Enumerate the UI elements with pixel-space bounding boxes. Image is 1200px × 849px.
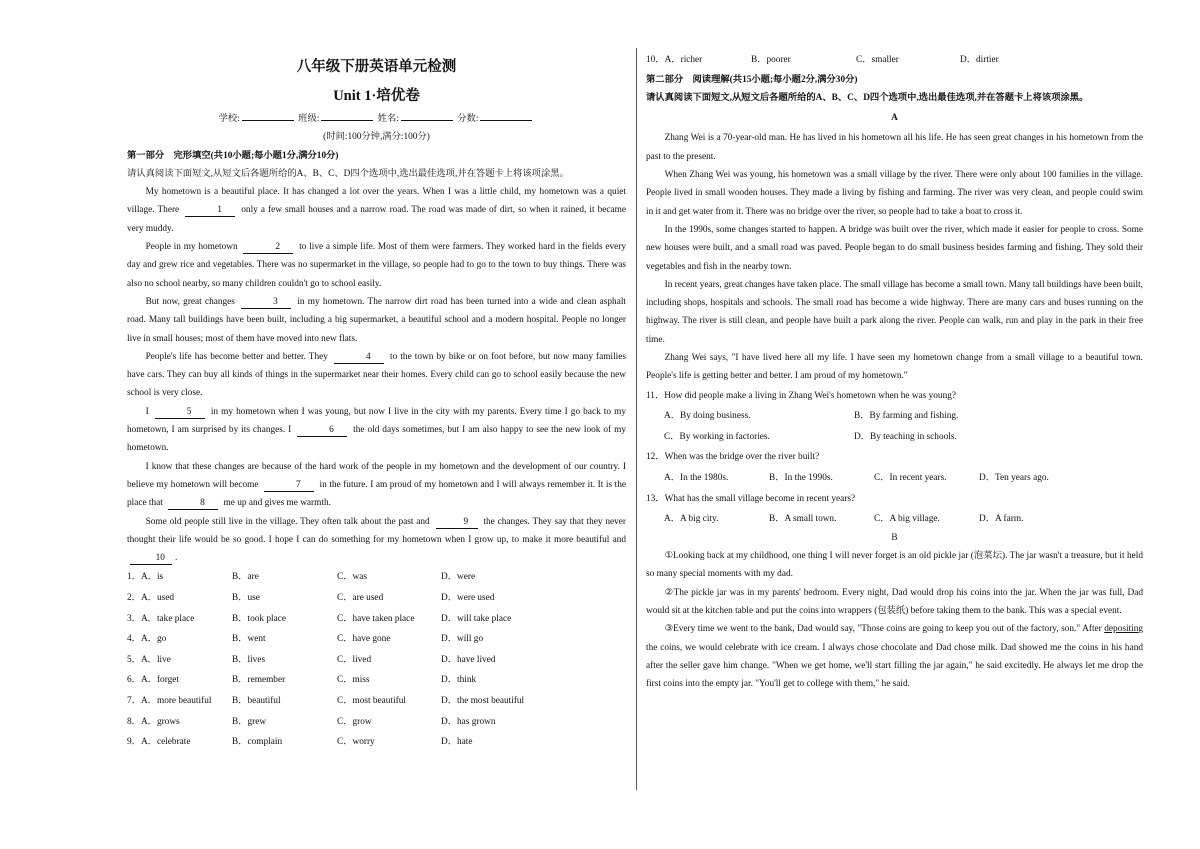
school-field[interactable] bbox=[242, 110, 294, 121]
passage-text: My hometown is a beautiful place. It has changed a lot over the years. When I was a little child, my hometown was a quiet village. There bbox=[127, 187, 626, 216]
answer-blank[interactable]: 6 bbox=[297, 424, 347, 437]
answer-option[interactable]: B．grew bbox=[232, 716, 267, 727]
section-a-paragraph: Zhang Wei says, "I have lived here all my life. I have seen my hometown change from a small village to a beautiful town. People's life is getting better and better. I am proud of my hometown." bbox=[646, 353, 1143, 382]
column-divider bbox=[636, 48, 637, 790]
answer-option[interactable]: 1．A．is bbox=[127, 572, 164, 583]
answer-option[interactable]: 8．A．grows bbox=[127, 716, 180, 727]
answer-blank[interactable]: 1 bbox=[185, 204, 235, 217]
answer-option[interactable]: D．will take place bbox=[441, 613, 512, 624]
score-label: 分数: bbox=[457, 114, 479, 124]
passage-text: Some old people still live in the village. They often talk about the past and bbox=[145, 516, 433, 527]
answer-option[interactable]: B．complain bbox=[232, 737, 283, 748]
passage-text: People's life has become better and better. They bbox=[145, 351, 331, 362]
answer-option[interactable]: 7．A．more beautiful bbox=[127, 695, 212, 706]
answer-option[interactable]: C．grow bbox=[337, 716, 372, 727]
answer-option[interactable]: B．beautiful bbox=[232, 695, 281, 706]
answer-option[interactable]: C．most beautiful bbox=[337, 695, 406, 706]
section-b-paragraph: ②The pickle jar was in my parents' bedroom. Every night, Dad would drop his coins into the jar. When the jar was full, Dad would sit at the kitchen table and put the coins into wrappers (包装纸) before taking them to the bank. This was a special event. bbox=[646, 587, 1143, 616]
left-column bbox=[127, 50, 626, 753]
passage-paragraph bbox=[127, 348, 626, 403]
answer-option[interactable]: 9．A．celebrate bbox=[127, 737, 191, 748]
answer-option[interactable]: B．are bbox=[232, 572, 259, 583]
answer-option[interactable]: D．will go bbox=[441, 634, 484, 645]
answer-option[interactable]: C．By working in factories. bbox=[664, 431, 770, 442]
option-row bbox=[127, 650, 626, 671]
answer-option[interactable]: D．the most beautiful bbox=[441, 695, 525, 706]
answer-blank[interactable]: 2 bbox=[243, 241, 293, 254]
answer-option[interactable]: D．were bbox=[441, 572, 476, 583]
score-field[interactable] bbox=[480, 110, 532, 121]
part2-heading: 第二部分 阅读理解(共15小题;每小题2分,满分30分) bbox=[646, 74, 858, 85]
answer-option[interactable]: B．use bbox=[232, 593, 260, 604]
underlined-word: depositing bbox=[1104, 624, 1143, 635]
passage-paragraph bbox=[127, 513, 626, 568]
passage-text: the old days sometimes, but I am also happy to see the new look of my hometown. bbox=[127, 425, 626, 454]
answer-option[interactable]: 10．A．richer bbox=[646, 55, 703, 65]
answer-option[interactable]: 6．A．forget bbox=[127, 675, 179, 686]
answer-option[interactable]: D．think bbox=[441, 675, 477, 686]
question-stem: 12．When was the bridge over the river built? bbox=[646, 452, 820, 463]
passage-text: me up and gives me warmth. bbox=[221, 498, 331, 509]
cloze-passage bbox=[127, 183, 626, 567]
answer-option[interactable]: D．has grown bbox=[441, 716, 496, 727]
option-row bbox=[646, 406, 1143, 427]
section-b-label: B bbox=[891, 532, 898, 543]
answer-option[interactable]: C．are used bbox=[337, 593, 384, 604]
answer-option[interactable]: D．Ten years ago. bbox=[979, 473, 1049, 484]
answer-option[interactable]: 3．A．take place bbox=[127, 613, 195, 624]
answer-option[interactable]: D．By teaching in schools. bbox=[854, 431, 957, 442]
answer-blank[interactable]: 10 bbox=[130, 552, 172, 565]
answer-option[interactable]: C．lived bbox=[337, 654, 372, 665]
passage-text: in my hometown. The narrow dirt road has been turned into a wide and clean asphalt road. Many tall buildings have been built, including a big supermarket, a beautiful school and a modern hospital. People no longer live in small houses; most of them have moved into new flats. bbox=[127, 296, 627, 344]
passage-text: in the future. I am proud of my hometown and I will always remember it. It is the place that bbox=[127, 479, 626, 509]
school-label: 学校: bbox=[218, 114, 240, 124]
answer-option[interactable]: D．were used bbox=[441, 593, 495, 604]
part1-instruction: 请认真阅读下面短文,从短文后各题所给的A、B、C、D四个选项中,选出最佳选项,并在答题卡上将该项涂黑。 bbox=[127, 168, 569, 179]
answer-option[interactable]: 4．A．go bbox=[127, 634, 167, 645]
option-row bbox=[646, 427, 1143, 448]
passage-text: in my hometown when I was young, but now I live in the city with my parents. Every time I go back to my hometown, I am surprised by its changes. I bbox=[127, 406, 626, 436]
option-row bbox=[127, 629, 626, 650]
answer-blank[interactable]: 3 bbox=[241, 296, 291, 309]
answer-option[interactable]: B．In the 1990s. bbox=[769, 473, 833, 484]
answer-option[interactable]: B．A small town. bbox=[769, 514, 837, 525]
section-b-paragraph: ①Looking back at my childhood, one thing I will never forget is an old pickle jar (泡菜坛). The jar wasn't a treasure, but it held so many special moments with my dad. bbox=[646, 551, 1143, 580]
answer-option[interactable]: C．In recent years. bbox=[874, 473, 947, 484]
option-row bbox=[127, 712, 626, 733]
passage-paragraph bbox=[127, 293, 626, 348]
section-a-label: A bbox=[891, 113, 898, 124]
answer-option[interactable]: A．By doing business. bbox=[664, 411, 751, 422]
answer-option[interactable]: A．In the 1980s. bbox=[664, 473, 729, 484]
answer-option[interactable]: B．lives bbox=[232, 654, 266, 665]
exam-subtitle: Unit 1·培优卷 bbox=[333, 88, 420, 104]
answer-option[interactable]: C．was bbox=[337, 572, 367, 583]
answer-option[interactable]: C．smaller bbox=[856, 55, 899, 65]
time-info: (时间:100分钟,满分:100分) bbox=[323, 132, 430, 143]
answer-option[interactable]: C．have taken place bbox=[337, 613, 415, 624]
part1-heading: 第一部分 完形填空(共10小题;每小题1分,满分10分) bbox=[127, 150, 339, 161]
answer-option[interactable]: B．remember bbox=[232, 675, 286, 686]
answer-blank[interactable]: 9 bbox=[436, 516, 478, 529]
passage-text: I know that these changes are because of the hard work of the people in my hometown and the development of our country. I believe my hometown will become bbox=[127, 461, 626, 490]
answer-option[interactable]: 2．A．used bbox=[127, 593, 174, 604]
answer-option[interactable]: B．went bbox=[232, 634, 266, 645]
section-a-paragraph: When Zhang Wei was young, his hometown was a small village by the river. There were only about 100 families in the village. People lived in small wooden houses. They made a living by fishing and farming. The river was very clean, and people could swim in it and get water from it. There was no bridge over the river, so people had to take a boat to cross it. bbox=[646, 170, 1143, 217]
option-row-10 bbox=[646, 50, 1143, 71]
cloze-options bbox=[127, 567, 626, 752]
right-column bbox=[646, 50, 1143, 693]
answer-option[interactable]: D．have lived bbox=[441, 654, 496, 665]
info-line bbox=[127, 110, 626, 128]
passage-text: only a few small houses and a narrow road. The road was made of dirt, so when it rained, it became very muddy. bbox=[127, 205, 627, 234]
class-field[interactable] bbox=[321, 110, 373, 121]
class-label: 班级: bbox=[298, 114, 320, 124]
answer-option[interactable]: D．dirtier bbox=[960, 55, 999, 65]
answer-option[interactable]: B．By farming and fishing. bbox=[854, 411, 959, 422]
answer-option[interactable]: C．miss bbox=[337, 675, 370, 686]
option-row bbox=[127, 732, 626, 753]
answer-option[interactable]: B．poorer bbox=[751, 55, 791, 65]
option-row bbox=[646, 468, 1143, 489]
answer-option[interactable]: D．A farm. bbox=[979, 514, 1024, 525]
answer-option[interactable]: 5．A．live bbox=[127, 654, 171, 665]
answer-option[interactable]: C．A big village. bbox=[874, 514, 940, 525]
answer-option[interactable]: B．took place bbox=[232, 613, 286, 624]
option-row bbox=[127, 588, 626, 609]
option-row bbox=[127, 567, 626, 588]
passage-text: the changes. They say that they never thought their life would be so good. I hope I can do something for my hometown when I grow up, to make it more beautiful and bbox=[127, 516, 626, 545]
passage-paragraph bbox=[127, 458, 626, 513]
answer-blank[interactable]: 5 bbox=[155, 406, 205, 419]
option-row bbox=[646, 509, 1143, 530]
name-label: 姓名: bbox=[377, 114, 399, 124]
answer-blank[interactable]: 4 bbox=[334, 351, 384, 364]
answer-option[interactable]: A．A big city. bbox=[664, 514, 719, 525]
passage-text: to live a simple life. Most of them were farmers. They worked hard in the fields every day and grew rice and vegetables. There was no supermarket in the village, so people had to go to the town to buy things. There was also no school nearby, so many children couldn't go to school easily. bbox=[127, 242, 626, 289]
question-stem: 13．What has the small village become in recent years? bbox=[646, 493, 856, 504]
passage-text: to the town by bike or on foot before, but now many families have cars. They can buy all kinds of things in the supermarket near their homes. Every child can go to school easily because the new school is very close. bbox=[127, 351, 626, 399]
answer-blank[interactable]: 8 bbox=[168, 497, 218, 510]
passage-paragraph bbox=[127, 183, 626, 238]
exam-title: 八年级下册英语单元检测 bbox=[296, 59, 457, 75]
passage-text: . bbox=[175, 553, 178, 564]
option-row bbox=[127, 691, 626, 712]
passage-text: But now, great changes bbox=[145, 296, 239, 307]
passage-paragraph bbox=[127, 403, 626, 458]
question-stem: 11．How did people make a living in Zhang Wei's hometown when he was young? bbox=[646, 390, 956, 401]
section-a-passage bbox=[646, 129, 1143, 385]
answer-option[interactable]: C．have gone bbox=[337, 634, 391, 645]
section-a-paragraph: Zhang Wei is a 70-year-old man. He has lived in his hometown all his life. He has seen great changes in his hometown from the past to the present. bbox=[646, 133, 1143, 162]
section-a-questions bbox=[646, 386, 1143, 530]
name-field[interactable] bbox=[401, 110, 453, 121]
answer-option[interactable]: C．worry bbox=[337, 737, 375, 748]
part2-instruction: 请认真阅读下面短文,从短文后各题所给的A、B、C、D四个选项中,选出最佳选项,并在答题卡上将该项涂黑。 bbox=[646, 92, 1089, 103]
section-a-paragraph: In the 1990s, some changes started to happen. A bridge was built over the river, which made it easier for people to cross. Some new houses were built, and a small road was paved. People began to do small business besides farming and fishing. They sold their vegetables and fish in the nearby town. bbox=[646, 224, 1143, 272]
option-row bbox=[127, 670, 626, 691]
passage-text: I bbox=[145, 406, 152, 417]
passage-text: People in my hometown bbox=[145, 242, 241, 253]
answer-option[interactable]: D．hate bbox=[441, 737, 473, 748]
answer-blank[interactable]: 7 bbox=[264, 479, 314, 492]
section-b-paragraph: ③Every time we went to the bank, Dad would say, "Those coins are going to keep you out of the factory, son." After depositing the coins, we would celebrate with ice cream. I always chose chocolate and Dad chose milk. Dad showed me the coins in his hand after the seller gave him change. "When we get home, we'll start filling the jar again," he said excitedly. He always let me drop the first coins into the empty jar. "You'll get to college with them," he said. bbox=[646, 624, 1143, 690]
option-row bbox=[127, 609, 626, 630]
passage-paragraph bbox=[127, 238, 626, 293]
section-a-paragraph: In recent years, great changes have taken place. The small village has become a small town. Many tall buildings have been built, including shops, hospitals and schools. The small road has become a wide highway. There are many cars and buses running on the highway. The river is still clean, and people have built a park along the river. People can walk, run and play in the park in their free time. bbox=[646, 279, 1143, 345]
